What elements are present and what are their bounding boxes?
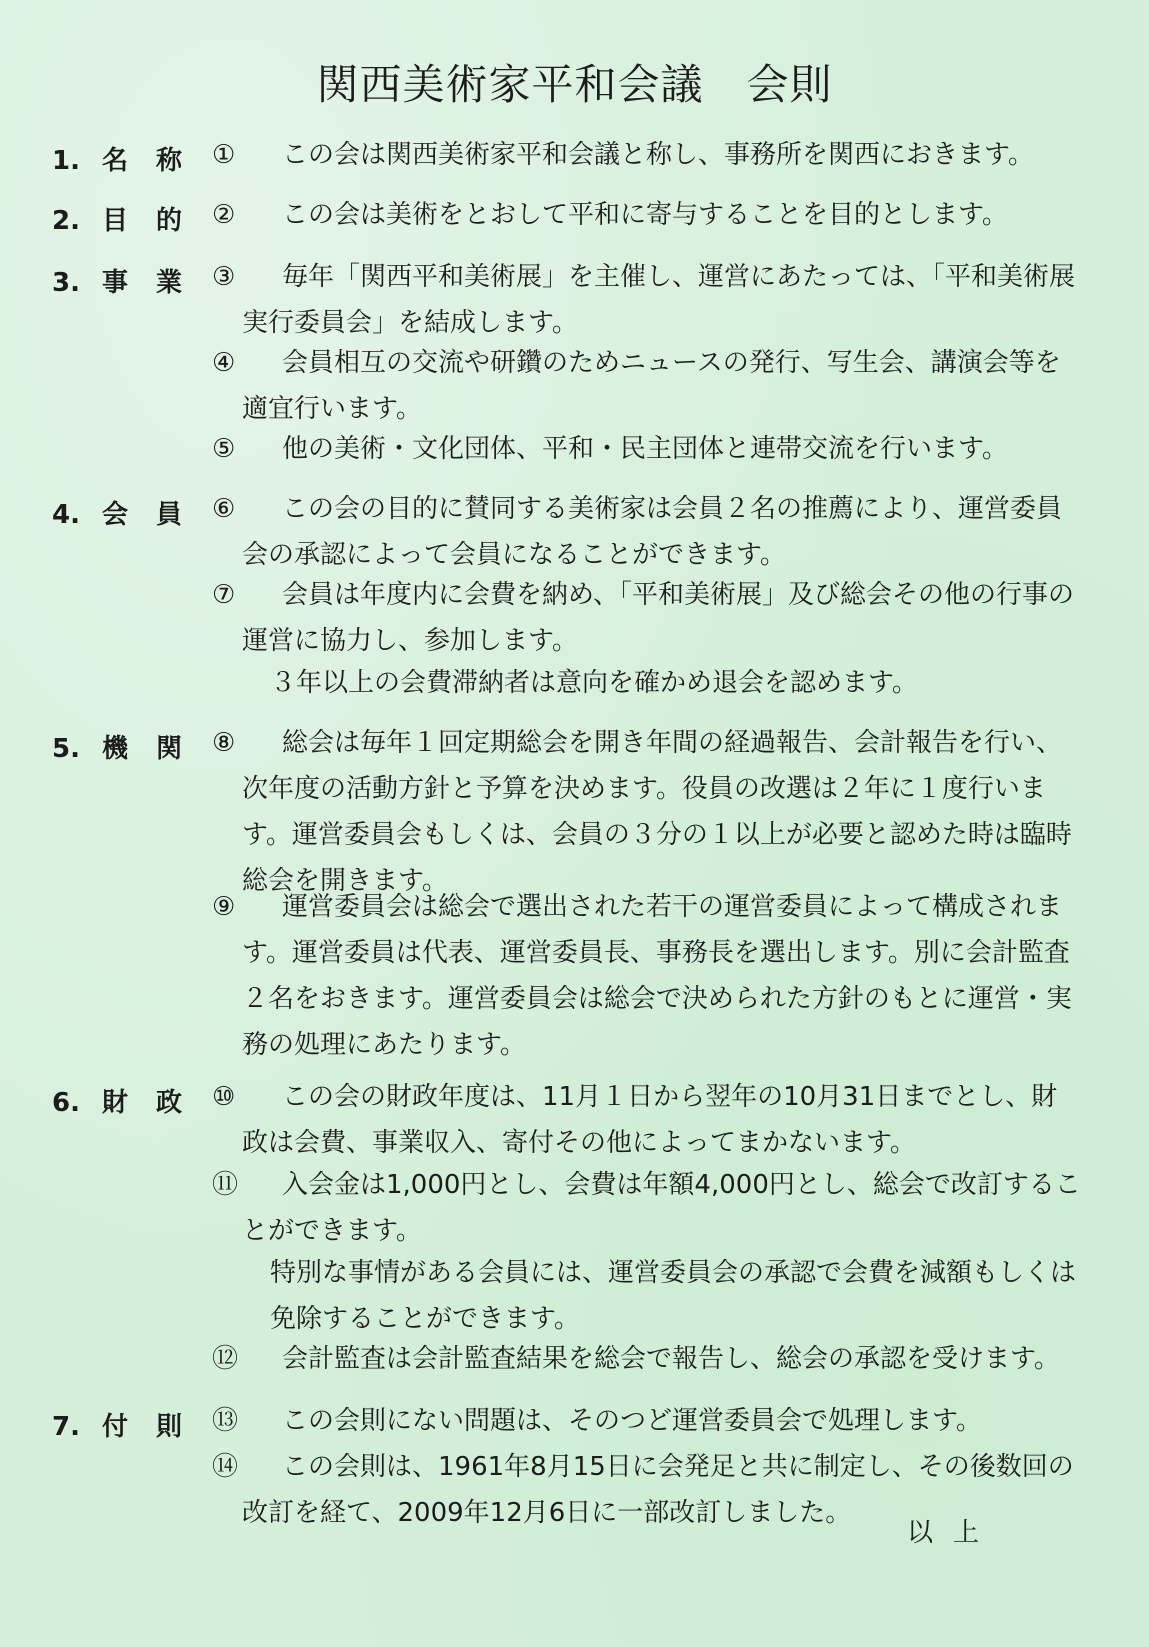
article-item [212,426,1082,472]
article-note: ３年以上の会費滞納者は意向を確かめ退会を認めます。 [270,668,918,698]
document-title: 関西美術家平和会議 会則 [316,60,833,109]
item-text: 入会金は1,000円とし、会費は年額4,000円とし、総会で改訂することができます。 [242,1170,1081,1246]
item-mark: ② [212,200,236,230]
article-number: 3. [52,268,80,298]
item-mark: ⑫ [212,1344,239,1374]
article-number: 6. [52,1088,80,1118]
article-number: 1. [52,146,80,176]
article-label-2 [52,200,211,237]
item-text: 毎年「関西平和美術展」を主催し、運営にあたっては、「平和美術展実行委員会」を結成します。 [242,262,1076,338]
article-label-4 [52,494,211,531]
article-item [212,192,1082,238]
article-label-3 [52,262,211,299]
article-note: 特別な事情がある会員には、運営委員会の承認で会費を減額もしくは免除することができます。 [270,1258,1077,1334]
article-item [212,340,1082,432]
item-text: 運営委員会は総会で選出された若干の運営委員によって構成されます。運営委員は代表、運営委員長、事務長を選出します。別に会計監査２名をおきます。運営委員会は総会で決められた方針のもとに運営・実務の処理にあたります。 [242,892,1072,1060]
article-item [212,884,1082,1068]
item-mark: ⑨ [212,892,236,922]
item-mark: ⑪ [212,1170,239,1200]
article-item [212,486,1082,578]
article-name: 財政 [102,1088,211,1118]
item-text: 会員は年度内に会費を納め、「平和美術展」及び総会その他の行事の運営に協力し、参加します。 [242,580,1074,656]
item-mark: ⑥ [212,494,236,524]
item-mark: ⑬ [212,1406,239,1436]
item-mark: ⑦ [212,580,236,610]
article-item [212,1074,1082,1166]
item-text: この会則は、1961年8月15日に会発足と共に制定し、その後数回の改訂を経て、2009年12月6日に一部改訂しました。 [242,1452,1074,1528]
item-text: 総会は毎年１回定期総会を開き年間の経過報告、会計報告を行い、次年度の活動方針と予算を決めます。役員の改選は２年に１度行います。運営委員会もしくは、会員の３分の１以上が必要と認めた時は臨時総会を開きます。 [242,728,1072,896]
article-name: 会員 [102,500,211,530]
item-mark: ④ [212,348,236,378]
article-label-7 [52,1406,211,1443]
article-number: 7. [52,1412,80,1442]
item-text: 会員相互の交流や研鑽のためニュースの発行、写生会、講演会等を適宜行います。 [242,348,1061,424]
item-text: この会は美術をとおして平和に寄与することを目的とします。 [282,200,1008,230]
item-text: 会計監査は会計監査結果を総会で報告し、総会の承認を受けます。 [282,1344,1060,1374]
item-mark: ③ [212,262,236,292]
item-text: この会の目的に賛同する美術家は会員２名の推薦により、運営委員会の承認によって会員になることができます。 [242,494,1063,570]
article-name: 事業 [102,268,211,298]
item-mark: ① [212,140,236,170]
article-number: 5. [52,734,80,764]
item-mark: ⑤ [212,434,236,464]
article-item [212,720,1082,904]
item-text: この会は関西美術家平和会議と称し、事務所を関西におきます。 [282,140,1034,170]
item-mark: ⑭ [212,1452,239,1482]
article-name: 機関 [102,734,211,764]
item-mark: ⑩ [212,1082,236,1112]
article-label-6 [52,1082,211,1119]
article-item [212,1336,1082,1382]
article-item [212,132,1082,178]
article-item [212,1162,1082,1254]
article-item [212,572,1082,664]
article-name: 付則 [102,1412,211,1442]
article-item [212,1398,1082,1444]
article-number: 2. [52,206,80,236]
item-text: 他の美術・文化団体、平和・民主団体と連帯交流を行います。 [282,434,1008,464]
article-label-1 [52,140,211,177]
item-text: この会の財政年度は、11月１日から翌年の10月31日までとし、財政は会費、事業収入、寄付その他によってまかないます。 [242,1082,1058,1158]
article-name: 目的 [102,206,211,236]
closing-mark: 以上 [906,1518,999,1548]
article-item [212,254,1082,346]
item-text: この会則にない問題は、そのつど運営委員会で処理します。 [282,1406,982,1436]
item-mark: ⑧ [212,728,236,758]
article-number: 4. [52,500,80,530]
article-name: 名称 [102,146,211,176]
article-label-5 [52,728,211,765]
